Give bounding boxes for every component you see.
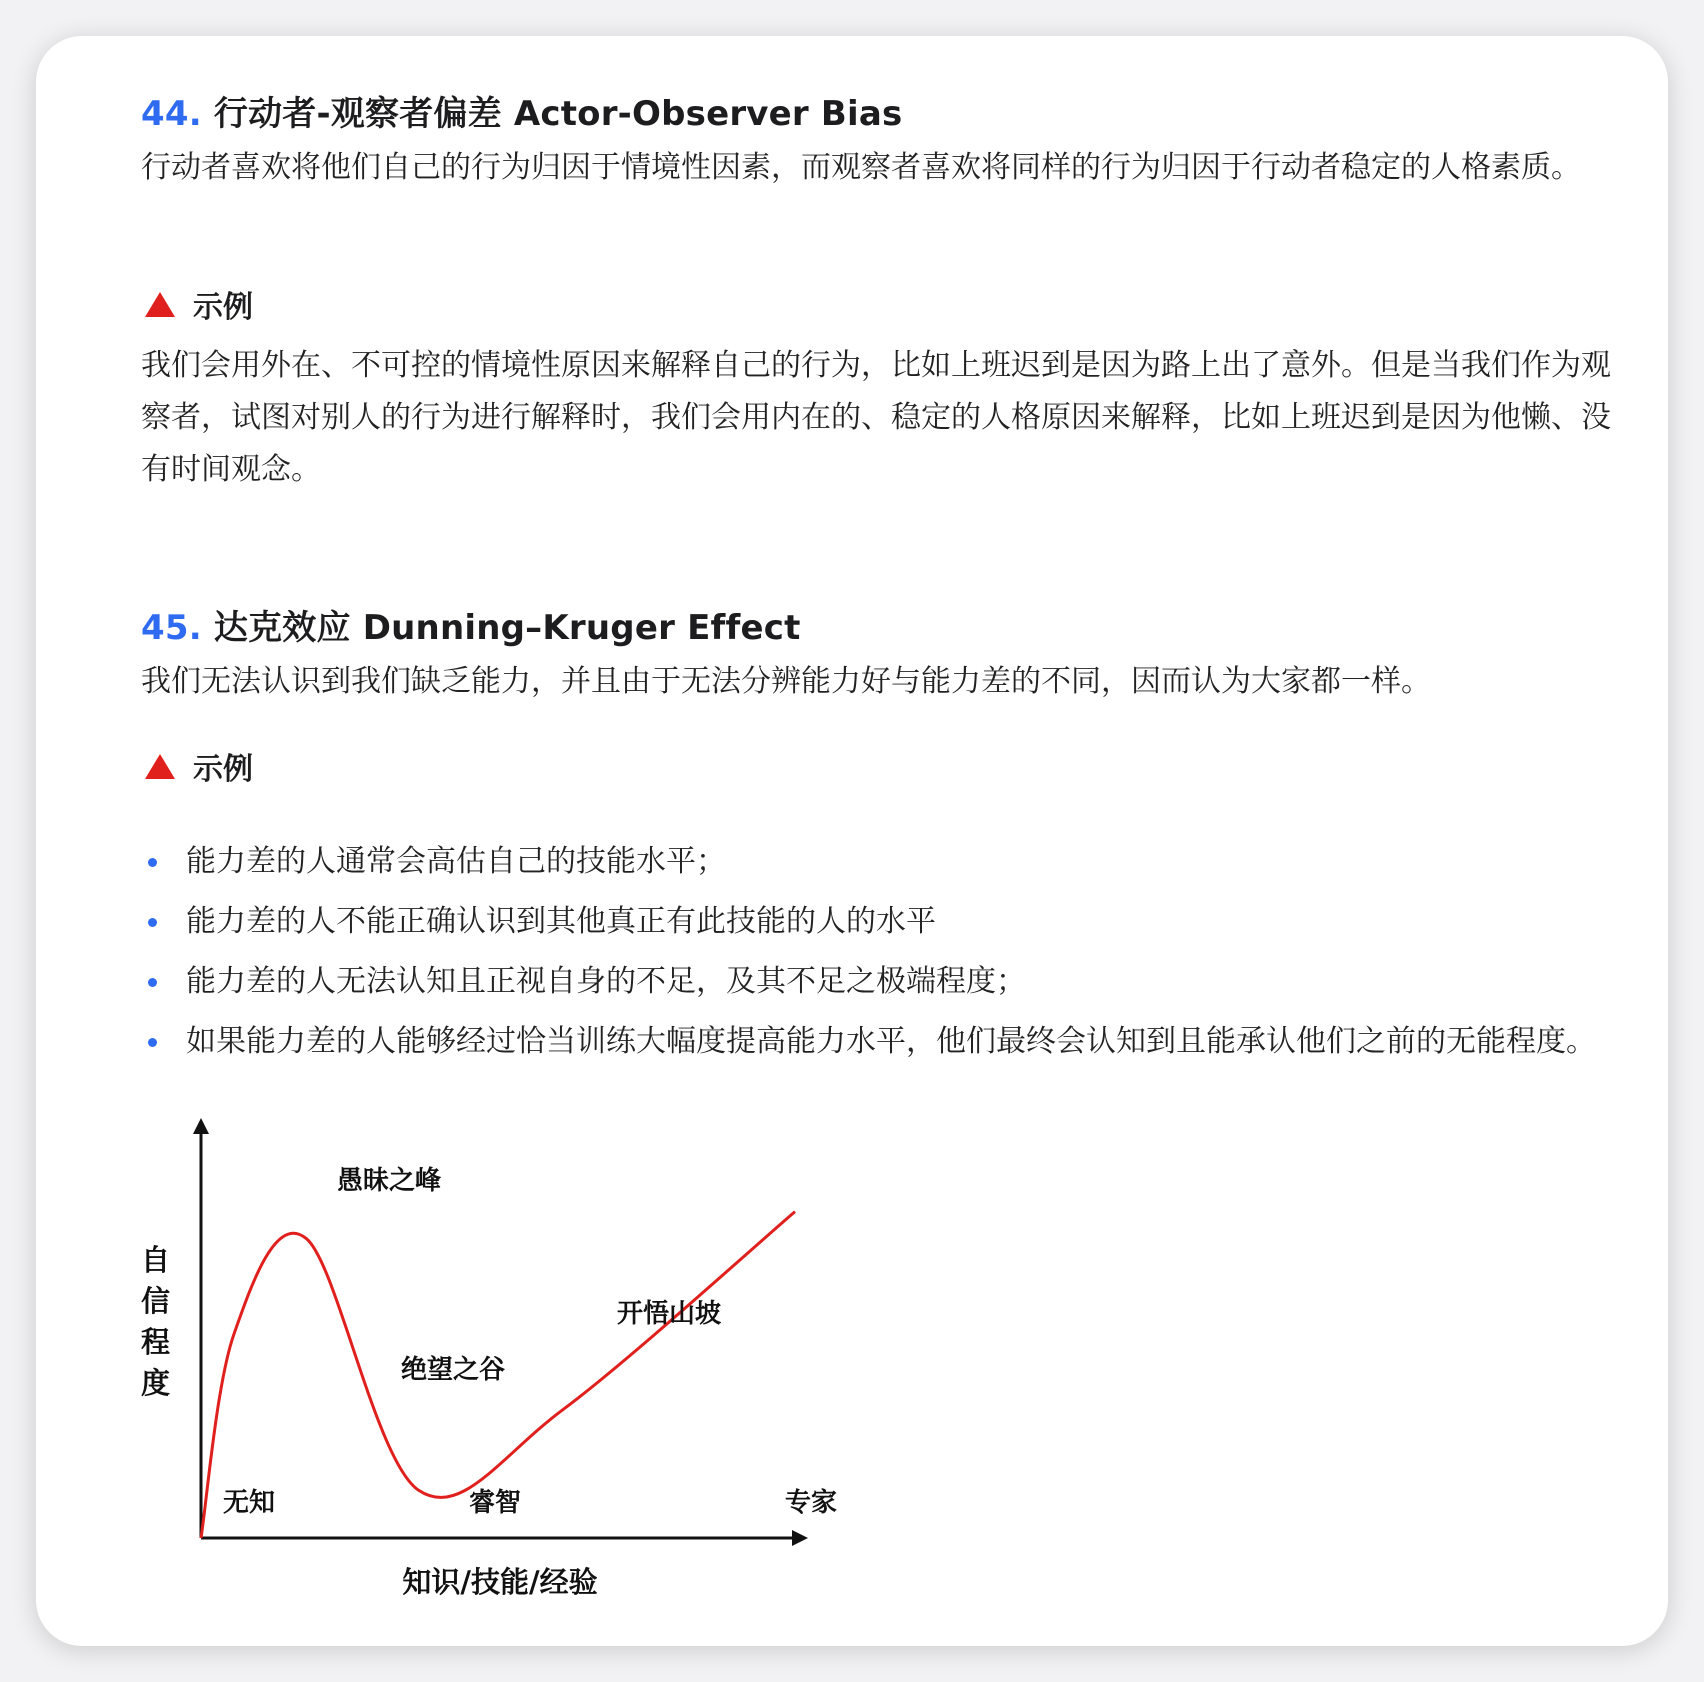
annotation-valley: 绝望之谷 [401,1355,506,1385]
x-axis-arrow-icon [792,1530,808,1546]
y-label-char: 程 [141,1325,171,1359]
section-44-example-label [145,282,253,326]
section-44-title: 行动者-观察者偏差 Actor-Observer Bias [213,94,903,134]
y-label-char: 信 [141,1284,171,1318]
red-triangle-icon [145,754,175,779]
y-label-char: 度 [141,1366,171,1400]
example-label-text: 示例 [193,290,253,325]
x-axis-label: 知识/技能/经验 [402,1565,598,1599]
content-card [36,36,1668,1646]
section-44-example-text: 我们会用外在、不可控的情境性原因来解释自己的行为，比如上班迟到是因为路上出了意外。但是当我们作为观察者，试图对别人的行为进行解释时，我们会用内在的、稳定的人格原因来解释，比如上班迟到是因为他懒、没有时间观念。 [141,348,1611,487]
example-label-text: 示例 [193,752,253,787]
section-45-heading [141,600,801,649]
x-tick-label: 专家 [785,1488,838,1518]
section-45-title: 达克效应 Dunning–Kruger Effect [213,608,801,648]
section-44-number: 44. [141,94,202,134]
y-axis-arrow-icon [193,1118,209,1134]
section-44-description: 行动者喜欢将他们自己的行为归因于情境性因素，而观察者喜欢将同样的行为归因于行动者稳定的人格素质。 [141,150,1581,185]
x-tick-label: 睿智 [469,1488,522,1518]
red-triangle-icon [145,292,175,317]
annotation-peak: 愚昧之峰 [337,1166,442,1196]
section-45-description: 我们无法认识到我们缺乏能力，并且由于无法分辨能力好与能力差的不同，因而认为大家都一样。 [141,664,1431,699]
list-item: 能力差的人不能正确认识到其他真正有此技能的人的水平 [141,896,1621,948]
y-axis-label [141,1243,170,1400]
section-44-heading [141,86,902,135]
section-45-bullet-list [141,836,1621,1076]
section-45-number: 45. [141,608,202,648]
dunning-kruger-chart [141,1106,936,1616]
y-label-char: 自 [141,1243,171,1277]
annotation-slope: 开悟山坡 [617,1299,722,1329]
list-item: 如果能力差的人能够经过恰当训练大幅度提高能力水平，他们最终会认知到且能承认他们之前的无能程度。 [141,1016,1621,1068]
x-tick-label: 无知 [223,1488,276,1518]
section-45-example-label [145,744,253,788]
list-item: 能力差的人无法认知且正视自身的不足，及其不足之极端程度； [141,956,1621,1008]
list-item: 能力差的人通常会高估自己的技能水平； [141,836,1621,888]
